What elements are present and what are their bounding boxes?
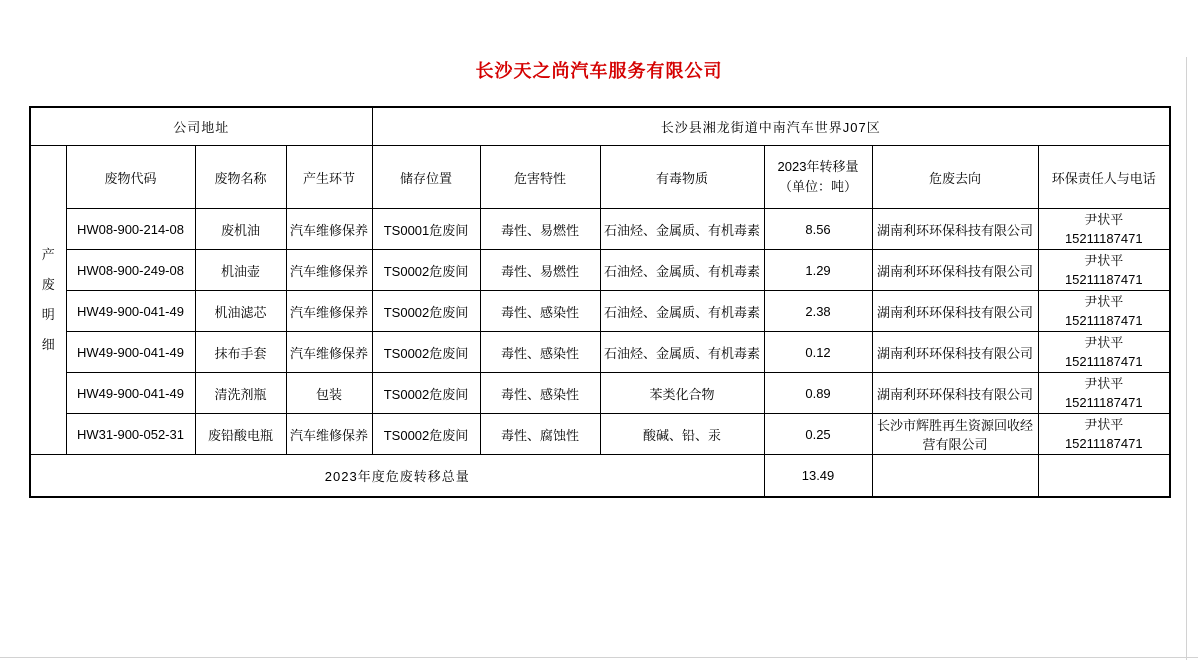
cell-contact <box>1038 414 1170 455</box>
cell-generation-stage: 汽车维修保养 <box>286 250 372 291</box>
page-right-edge <box>1186 57 1187 660</box>
cell-hazard-property: 毒性、感染性 <box>480 291 600 332</box>
cell-destination: 湖南利环环保科技有限公司 <box>872 373 1038 414</box>
company-address-label: 公司地址 <box>30 107 372 146</box>
cell-storage-location: TS0002危废间 <box>372 373 480 414</box>
cell-transfer-amount: 0.89 <box>764 373 872 414</box>
cell-waste-code: HW49-900-041-49 <box>66 332 195 373</box>
contact-phone: 15211187471 <box>1064 395 1143 410</box>
cell-destination: 长沙市辉胜再生资源回收经营有限公司 <box>872 414 1038 455</box>
cell-transfer-amount: 8.56 <box>764 209 872 250</box>
col-header-destination: 危废去向 <box>872 146 1038 209</box>
table-row <box>30 209 1170 250</box>
cell-hazard-property: 毒性、感染性 <box>480 332 600 373</box>
cell-waste-code: HW49-900-041-49 <box>66 373 195 414</box>
cell-toxic-substance: 苯类化合物 <box>600 373 764 414</box>
waste-transfer-table <box>29 106 1171 498</box>
total-contact-empty <box>1038 455 1170 498</box>
cell-toxic-substance: 酸碱、铅、汞 <box>600 414 764 455</box>
company-address-value: 长沙县湘龙街道中南汽车世界J07区 <box>372 107 1170 146</box>
total-destination-empty <box>872 455 1038 498</box>
cell-waste-name: 废机油 <box>195 209 286 250</box>
cell-hazard-property: 毒性、易燃性 <box>480 209 600 250</box>
table-row <box>30 291 1170 332</box>
cell-waste-name: 清洗剂瓶 <box>195 373 286 414</box>
cell-storage-location: TS0002危废间 <box>372 332 480 373</box>
side-label-waste-details <box>30 146 66 455</box>
contact-phone: 15211187471 <box>1064 231 1143 246</box>
cell-hazard-property: 毒性、感染性 <box>480 373 600 414</box>
contact-name: 尹状平 <box>1084 212 1124 227</box>
cell-generation-stage: 汽车维修保养 <box>286 332 372 373</box>
cell-hazard-property: 毒性、腐蚀性 <box>480 414 600 455</box>
cell-waste-name: 机油壶 <box>195 250 286 291</box>
col-header-waste-code: 废物代码 <box>66 146 195 209</box>
cell-contact <box>1038 373 1170 414</box>
side-label-text: 产废明细 <box>41 247 55 352</box>
cell-generation-stage: 汽车维修保养 <box>286 414 372 455</box>
cell-waste-code: HW31-900-052-31 <box>66 414 195 455</box>
company-title: 长沙天之尚汽车服务有限公司 <box>475 61 723 81</box>
contact-name: 尹状平 <box>1084 335 1124 350</box>
contact-name: 尹状平 <box>1084 294 1124 309</box>
table-row <box>30 414 1170 455</box>
contact-name: 尹状平 <box>1084 253 1124 268</box>
transfer-header-line2: （单位：吨） <box>779 179 858 194</box>
cell-waste-code: HW08-900-214-08 <box>66 209 195 250</box>
cell-toxic-substance: 石油烃、金属质、有机毒素 <box>600 332 764 373</box>
cell-contact <box>1038 209 1170 250</box>
col-header-toxic-substance: 有毒物质 <box>600 146 764 209</box>
cell-destination: 湖南利环环保科技有限公司 <box>872 209 1038 250</box>
col-header-transfer-amount <box>764 146 872 209</box>
cell-destination: 湖南利环环保科技有限公司 <box>872 291 1038 332</box>
cell-contact <box>1038 332 1170 373</box>
table-row <box>30 373 1170 414</box>
cell-toxic-substance: 石油烃、金属质、有机毒素 <box>600 250 764 291</box>
cell-contact <box>1038 250 1170 291</box>
contact-name: 尹状平 <box>1084 376 1124 391</box>
total-amount: 13.49 <box>764 455 872 498</box>
contact-name: 尹状平 <box>1084 417 1124 432</box>
cell-waste-code: HW49-900-041-49 <box>66 291 195 332</box>
column-header-row <box>30 146 1170 209</box>
col-header-hazard-property: 危害特性 <box>480 146 600 209</box>
cell-destination: 湖南利环环保科技有限公司 <box>872 250 1038 291</box>
transfer-header-line1: 2023年转移量 <box>777 159 859 174</box>
cell-transfer-amount: 1.29 <box>764 250 872 291</box>
cell-generation-stage: 汽车维修保养 <box>286 209 372 250</box>
col-header-generation-stage: 产生环节 <box>286 146 372 209</box>
cell-storage-location: TS0001危废间 <box>372 209 480 250</box>
contact-phone: 15211187471 <box>1064 272 1143 287</box>
col-header-waste-name: 废物名称 <box>195 146 286 209</box>
contact-phone: 15211187471 <box>1064 313 1143 328</box>
cell-transfer-amount: 0.25 <box>764 414 872 455</box>
cell-toxic-substance: 石油烃、金属质、有机毒素 <box>600 209 764 250</box>
cell-generation-stage: 包装 <box>286 373 372 414</box>
cell-storage-location: TS0002危废间 <box>372 250 480 291</box>
cell-generation-stage: 汽车维修保养 <box>286 291 372 332</box>
cell-waste-code: HW08-900-249-08 <box>66 250 195 291</box>
table-row <box>30 250 1170 291</box>
cell-waste-name: 废铅酸电瓶 <box>195 414 286 455</box>
total-label: 2023年度危废转移总量 <box>30 455 764 498</box>
cell-waste-name: 抹布手套 <box>195 332 286 373</box>
contact-phone: 15211187471 <box>1064 436 1143 451</box>
table-row <box>30 332 1170 373</box>
cell-storage-location: TS0002危废间 <box>372 414 480 455</box>
contact-phone: 15211187471 <box>1064 354 1143 369</box>
cell-contact <box>1038 291 1170 332</box>
page-bottom-edge <box>0 657 1198 658</box>
col-header-storage-location: 储存位置 <box>372 146 480 209</box>
cell-hazard-property: 毒性、易燃性 <box>480 250 600 291</box>
total-row <box>30 455 1170 498</box>
cell-waste-name: 机油滤芯 <box>195 291 286 332</box>
col-header-contact: 环保责任人与电话 <box>1038 146 1170 209</box>
cell-toxic-substance: 石油烃、金属质、有机毒素 <box>600 291 764 332</box>
cell-transfer-amount: 2.38 <box>764 291 872 332</box>
cell-storage-location: TS0002危废间 <box>372 291 480 332</box>
cell-transfer-amount: 0.12 <box>764 332 872 373</box>
company-address-row <box>30 107 1170 146</box>
cell-destination: 湖南利环环保科技有限公司 <box>872 332 1038 373</box>
